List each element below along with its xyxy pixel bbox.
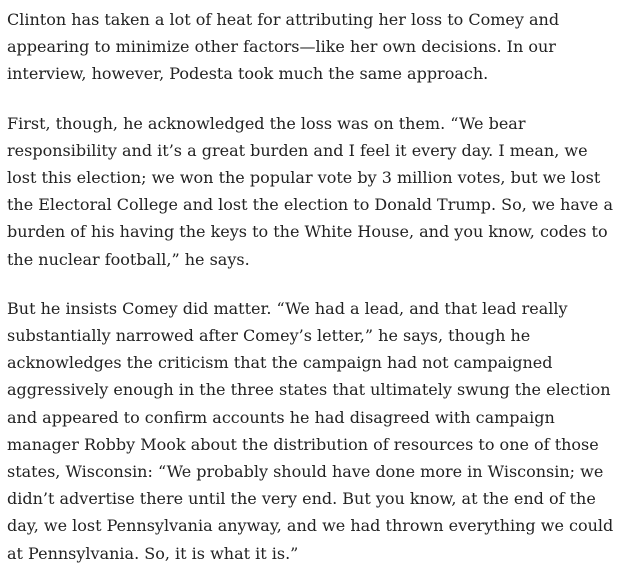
text-line: didn’t advertise there until the very end. But you know, at the end of the (7, 489, 596, 509)
text-line: But he insists Comey did matter. “We had a lead, and that lead really (7, 298, 568, 318)
text-line: states, Wisconsin: “We probably should have done more in Wisconsin; we (7, 462, 604, 482)
text-line: day, we lost Pennsylvania anyway, and we had thrown everything we could (7, 516, 614, 536)
text-line: lost this election; we won the popular vote by 3 million votes, but we lost (7, 168, 601, 188)
text-line: interview, however, Podesta took much the same approach. (7, 64, 489, 84)
paragraph-3 (7, 295, 613, 567)
text-line: and appeared to confirm accounts he had disagreed with campaign (7, 407, 555, 427)
text-line: responsibility and it’s a great burden and I feel it every day. I mean, we (7, 140, 588, 160)
text-line: manager Robby Mook about the distribution of resources to one of those (7, 434, 599, 454)
paragraph-2 (7, 110, 613, 273)
text-line: substantially narrowed after Comey’s letter,” he says, though he (7, 326, 531, 346)
text-line: appearing to minimize other factors—like her own decisions. In our (7, 37, 556, 57)
text-line: First, though, he acknowledged the loss was on them. “We bear (7, 113, 526, 133)
text-line: Clinton has taken a lot of heat for attributing her loss to Comey and (7, 10, 560, 29)
text-line: at Pennsylvania. So, it is what it is.” (7, 543, 299, 563)
text-line: the Electoral College and lost the election to Donald Trump. So, we have a (7, 195, 613, 215)
text-line: aggressively enough in the three states that ultimately swung the election (7, 380, 611, 400)
text-line: the nuclear football,” he says. (7, 249, 250, 269)
text-line: acknowledges the criticism that the campaign had not campaigned (7, 353, 553, 373)
paragraph-1 (7, 6, 613, 88)
article-body (7, 6, 613, 567)
text-line: burden of his having the keys to the White House, and you know, codes to (7, 222, 608, 242)
